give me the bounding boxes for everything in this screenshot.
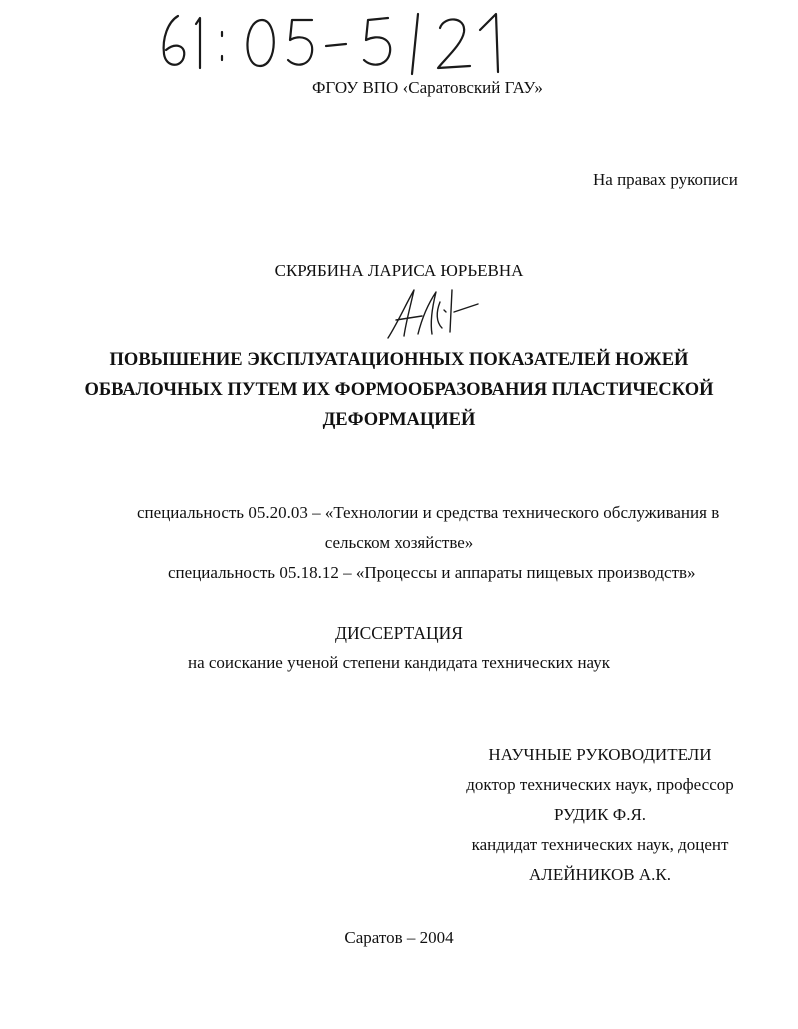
supervisor-second-title: кандидат технических наук, доцент [471,835,729,854]
title-line: ОБВАЛОЧНЫХ ПУТЕМ ИХ ФОРМООБРАЗОВАНИЯ ПЛАСТИЧЕСКОЙ [84,380,714,400]
degree-statement: на соискание ученой степени кандидата технических наук [187,653,610,672]
city-year: Саратов – 2004 [344,928,454,947]
document-type: ДИССЕРТАЦИЯ [335,623,463,643]
supervisor-first-title: доктор технических наук, профессор [466,775,734,794]
title-line: ПОВЫШЕНИЕ ЭКСПЛУАТАЦИОННЫХ ПОКАЗАТЕЛЕЙ НОЖЕЙ [109,350,689,370]
specialty-first-line2: сельском хозяйстве» [324,533,474,552]
supervisor-first-name: РУДИК Ф.Я. [553,805,647,824]
specialty-second: специальность 05.18.12 – «Процессы и аппараты пищевых производств» [168,563,696,582]
institution-name: ФГОУ ВПО ‹Саратовский ГАУ» [312,78,543,97]
supervisor-second-name: АЛЕЙНИКОВ А.К. [529,865,671,884]
title-line: ДЕФОРМАЦИЕЙ [322,410,476,430]
author-name: СКРЯБИНА ЛАРИСА ЮРЬЕВНА [274,261,524,280]
author-signature [378,282,488,344]
supervisors-heading: НАУЧНЫЕ РУКОВОДИТЕЛИ [488,745,712,764]
handwritten-archive-code [150,8,530,78]
supervisors-block [440,745,760,895]
manuscript-note: На правах рукописи [593,170,738,189]
dissertation-title [0,345,798,435]
specialty-first-line1: специальность 05.20.03 – «Технологии и средства технического обслуживания в [137,503,720,522]
